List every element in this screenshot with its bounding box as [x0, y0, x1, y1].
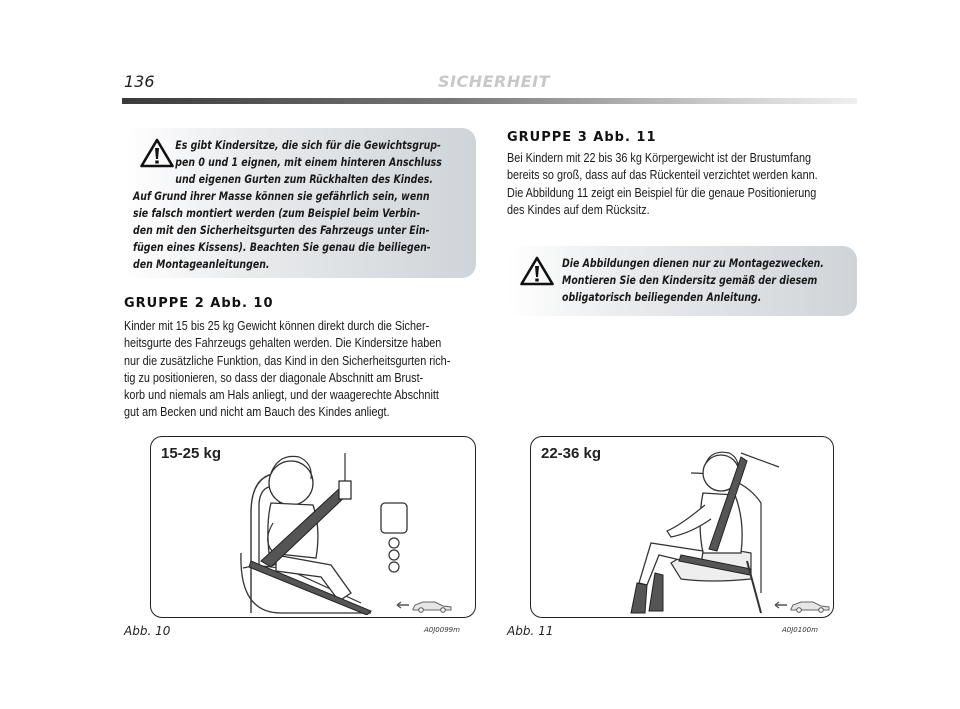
figure-10-weight-label: 15-25 kg	[161, 445, 222, 462]
group-3-body	[507, 150, 861, 219]
warning-1-line: pen 0 und 1 eignen, mit einem hinteren Anschluss	[175, 155, 442, 169]
warning-1-line: sie falsch montiert werden (zum Beispiel beim Verbin-	[133, 206, 421, 220]
warning-1-line: den mit den Sicherheitsgurten des Fahrzeugs unter Ein-	[133, 223, 430, 237]
page-number: 136	[124, 72, 155, 91]
body-line: bereits so groß, dass auf das Rückenteil verzichtet werden kann.	[507, 168, 818, 183]
figure-10-caption: Abb. 10	[124, 624, 171, 638]
figure-11-weight-label: 22-36 kg	[541, 445, 602, 462]
body-line: des Kindes auf dem Rücksitz.	[507, 202, 650, 217]
figure-10	[150, 436, 476, 618]
figure-10-code: A0J0099m	[424, 626, 460, 634]
warning-2-line: Montieren Sie den Kindersitz gemäß der diesem	[562, 273, 818, 287]
body-line: tig zu positionieren, so dass der diagonale Abschnitt am Brust-	[124, 370, 424, 385]
body-line: nur die zusätzliche Funktion, das Kind in den Sicherheitsgurten rich-	[124, 353, 451, 368]
warning-1-line: fügen eines Kissens). Beachten Sie genau die beiliegen-	[133, 240, 431, 254]
body-line: heitsgurte des Fahrzeugs gehalten werden. Die Kindersitze haben	[124, 336, 442, 351]
warning-1-line: Es gibt Kindersitze, die sich für die Gewichtsgrup-	[175, 138, 441, 152]
child-booster-seat-illustration	[221, 443, 421, 615]
header-rule	[122, 98, 857, 104]
group-3-heading: GRUPPE 3 Abb. 11	[507, 130, 657, 145]
warning-1-line: den Montageanleitungen.	[133, 257, 270, 271]
figure-11-caption: Abb. 11	[507, 624, 554, 638]
warning-2-line: Die Abbildungen dienen nur zu Montagezwecken.	[562, 256, 824, 270]
group-2-heading: GRUPPE 2 Abb. 10	[124, 296, 274, 311]
car-direction-icon	[773, 597, 833, 613]
body-line: korb und niemals am Hals anliegt, und der waagerechte Abschnitt	[124, 388, 439, 403]
car-direction-icon	[395, 597, 455, 613]
body-line: Die Abbildung 11 zeigt ein Beispiel für die genaue Positionierung	[507, 185, 817, 200]
warning-1-line: und eigenen Gurten zum Rückhalten des Kindes.	[175, 172, 433, 186]
warning-1-text	[133, 137, 473, 273]
warning-1-line: Auf Grund ihrer Masse können sie gefährlich sein, wenn	[133, 189, 430, 203]
figure-11	[530, 436, 834, 618]
body-line: Bei Kindern mit 22 bis 36 kg Körpergewicht ist der Brustumfang	[507, 151, 812, 165]
figure-11-code: A0J0100m	[782, 626, 818, 634]
body-line: Kinder mit 15 bis 25 kg Gewicht können direkt durch die Sicher-	[124, 319, 430, 333]
warning-2-text	[562, 255, 857, 306]
group-2-body	[124, 318, 478, 422]
warning-triangle-icon	[520, 256, 554, 286]
section-title: SICHERHEIT	[438, 72, 551, 91]
child-rear-seat-illustration	[611, 443, 781, 615]
warning-2-line: obligatorisch beiliegenden Anleitung.	[562, 290, 762, 304]
body-line: gut am Becken und nicht am Bauch des Kindes anliegt.	[124, 405, 390, 420]
